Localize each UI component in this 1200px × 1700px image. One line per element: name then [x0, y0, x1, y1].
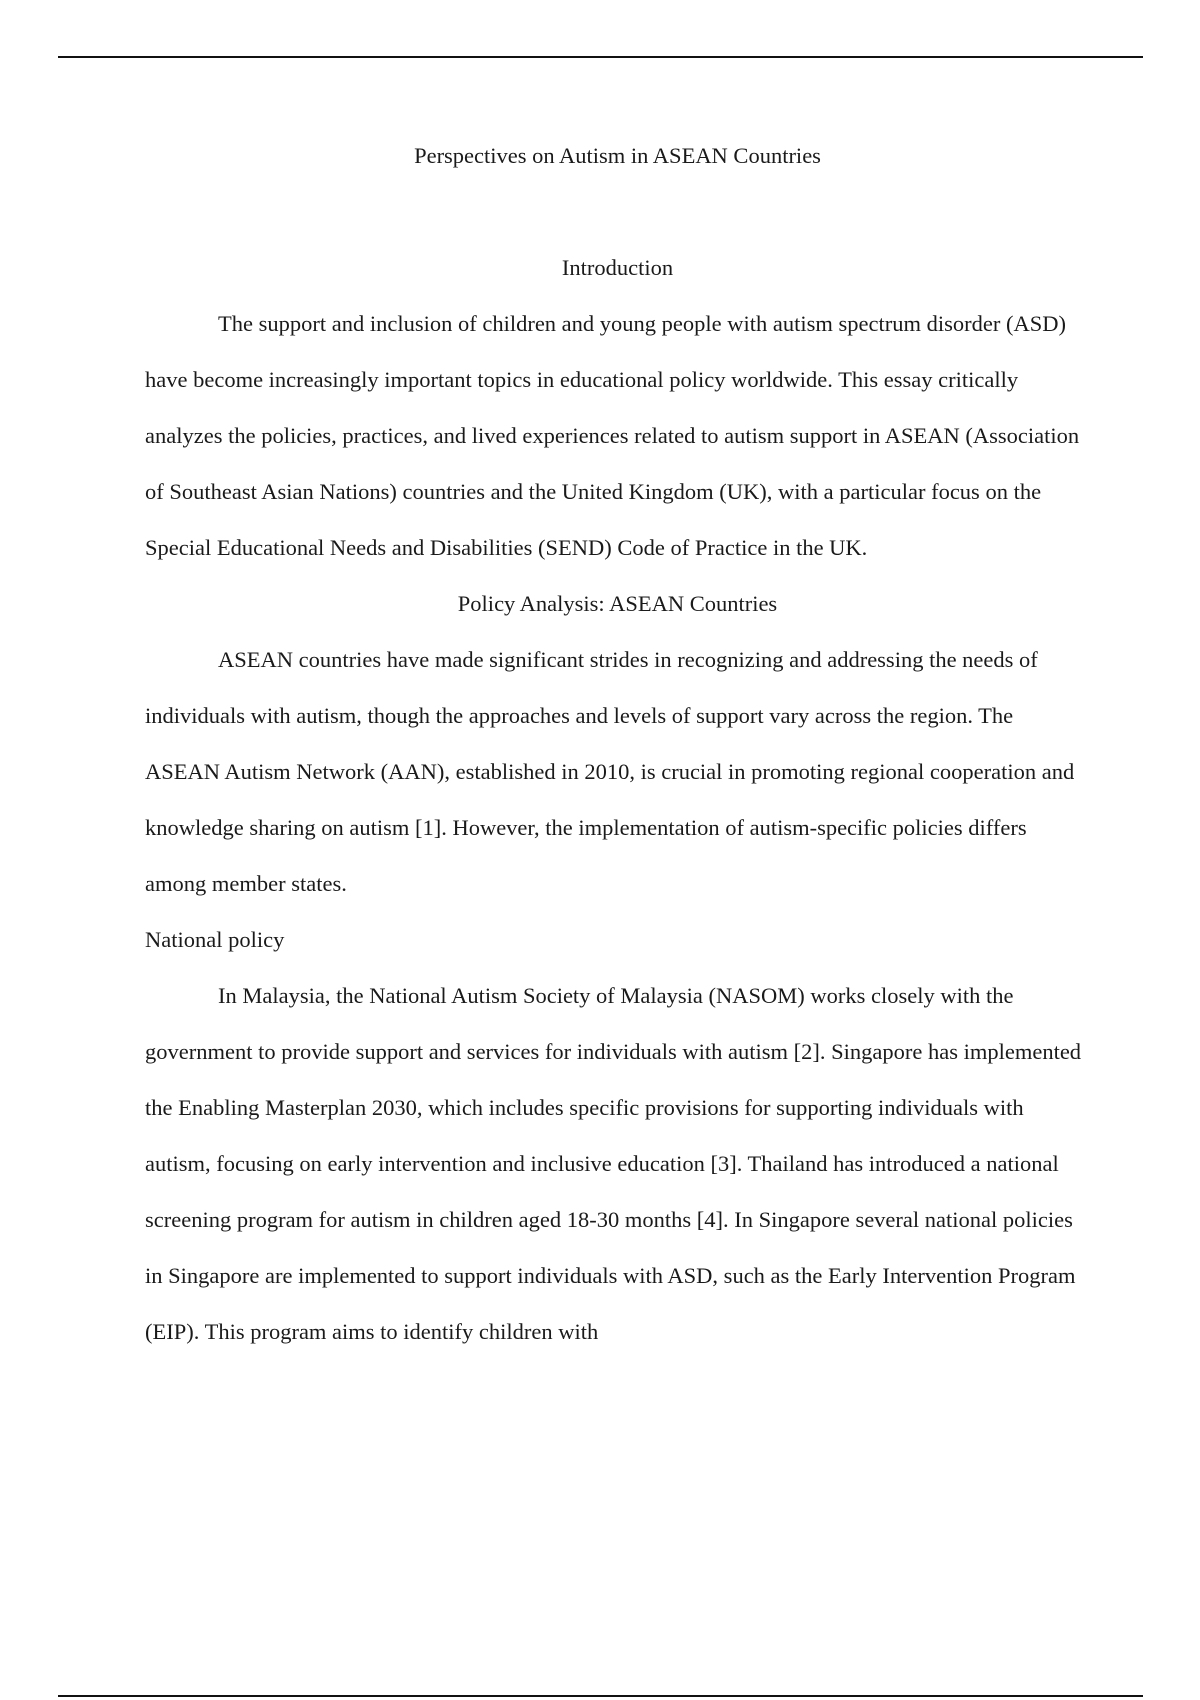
- paragraph-national-policy: In Malaysia, the National Autism Society of Malaysia (NASOM) works closely with the government to provide support and services for individuals with autism [2]. Singapore has implemented the Enabling Masterplan 2030, which includes specific provisions for supporting individuals with autism, focusing on early intervention and inclusive education [3]. Thailand has introduced a national screening program for autism in children aged 18-30 months [4]. In Singapore several national policies in Singapore are implemented to support individuals with ASD, such as the Early Intervention Program (EIP). This program aims to identify children with: [145, 983, 1082, 1344]
- paragraph-policy-analysis: ASEAN countries have made significant strides in recognizing and addressing the needs of individuals with autism, though the approaches and levels of support vary across the region. The ASEAN Autism Network (AAN), established in 2010, is crucial in promoting regional cooperation and knowledge sharing on autism [1]. However, the implementation of autism-specific policies differs among member states.: [145, 647, 1075, 896]
- paragraph-introduction: The support and inclusion of children and young people with autism spectrum disorder (ASD) have become increasingly important topics in educational policy worldwide. This essay critically analyzes the policies, practices, and lived experiences related to autism support in ASEAN (Association of Southeast Asian Nations) countries and the United Kingdom (UK), with a particular focus on the Special Educational Needs and Disabilities (SEND) Code of Practice in the UK.: [145, 311, 1080, 560]
- document-title: Perspectives on Autism in ASEAN Countries: [414, 143, 821, 168]
- title-spacer: [145, 184, 1090, 240]
- subsection-heading-national-policy: National policy: [145, 927, 285, 952]
- section-heading-policy-analysis: Policy Analysis: ASEAN Countries: [457, 591, 778, 616]
- header-rule: [58, 56, 1143, 58]
- section-heading-introduction: Introduction: [561, 255, 674, 280]
- footer-rule: [58, 1695, 1143, 1697]
- document-page: [145, 128, 1090, 1360]
